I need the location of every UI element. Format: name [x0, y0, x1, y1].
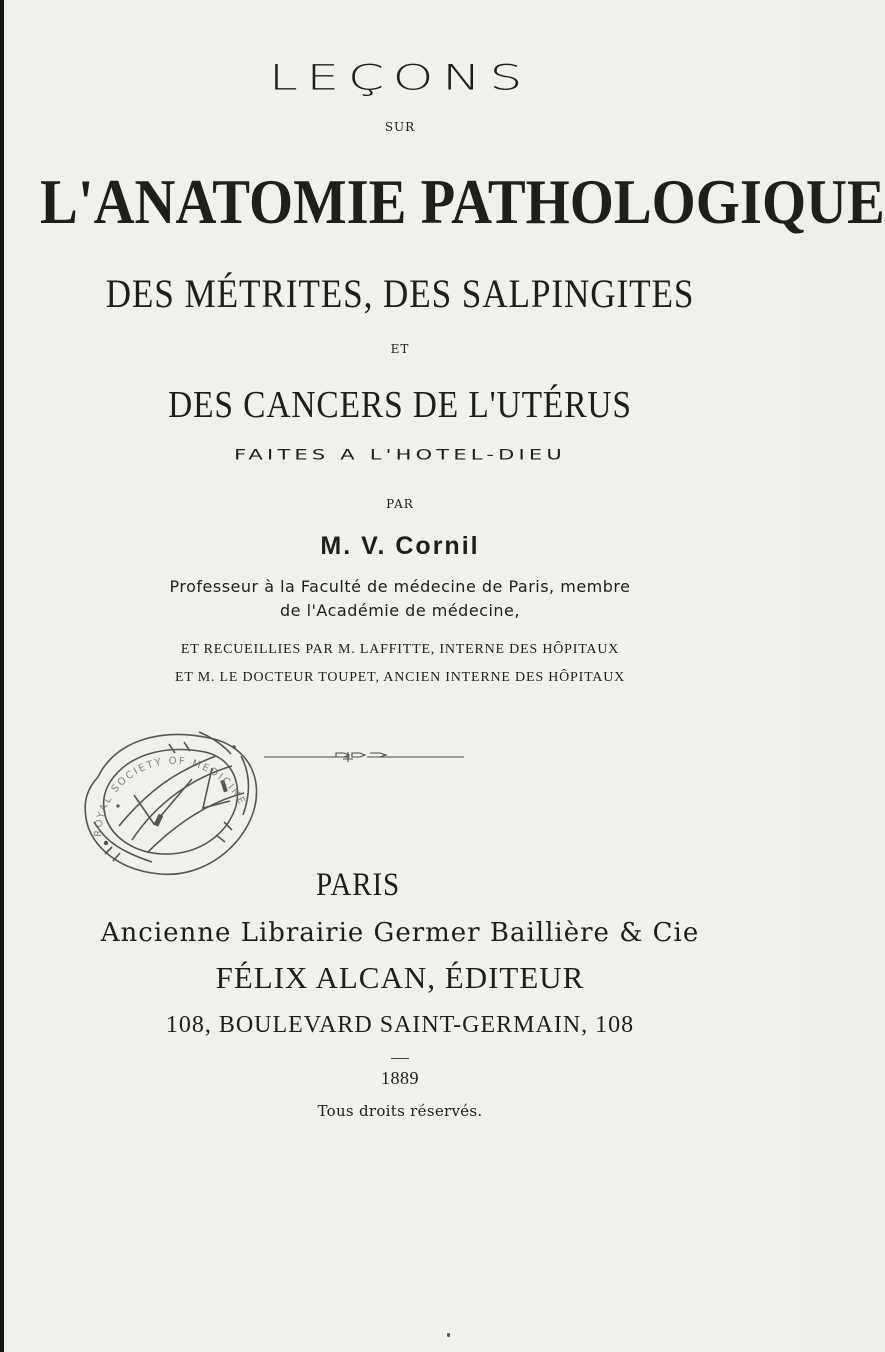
- paper-speck: [447, 1333, 450, 1337]
- author-role-line-2: de l'Académie de médecine,: [280, 601, 520, 620]
- publication-year: 1889: [381, 1068, 419, 1088]
- year-divider: [391, 1058, 409, 1059]
- main-title: L'ANATOMIE PATHOLOGIQUE: [40, 167, 885, 237]
- library-stamp-emblem: [74, 722, 464, 880]
- city-name: PARIS: [316, 867, 401, 903]
- collaborators-line-2: ET M. LE DOCTEUR TOUPET, ANCIEN INTERNE DES HÔPITAUX: [174, 670, 626, 685]
- sur-label: SUR: [384, 120, 416, 134]
- par-label: PAR: [386, 497, 414, 511]
- rights-notice: Tous droits réservés.: [317, 1102, 483, 1120]
- publisher-line-1: Ancienne Librairie Germer Baillière & Cie: [100, 918, 700, 948]
- subtitle-cancers: DES CANCERS DE L'UTÉRUS: [168, 384, 632, 426]
- subtitle-metrites: DES MÉTRITES, DES SALPINGITES: [105, 271, 695, 316]
- series-title: LEÇONS: [268, 58, 532, 99]
- collaborators-line-1: ET RECUEILLIES PAR M. LAFFITTE, INTERNE DES HÔPITAUX: [180, 642, 620, 657]
- publisher-address: 108, BOULEVARD SAINT-GERMAIN, 108: [165, 1012, 635, 1038]
- location-line: FAITES A L'HOTEL-DIEU: [234, 446, 566, 464]
- publisher-line-2: FÉLIX ALCAN, ÉDITEUR: [215, 960, 585, 995]
- stamp-arc-text: ROYAL SOCIETY OF MEDICINE: [92, 755, 248, 838]
- et-label: ET: [390, 342, 410, 356]
- author-name: M. V. Cornil: [320, 532, 480, 560]
- author-role-line-1: Professeur à la Faculté de médecine de Paris, membre: [169, 577, 631, 596]
